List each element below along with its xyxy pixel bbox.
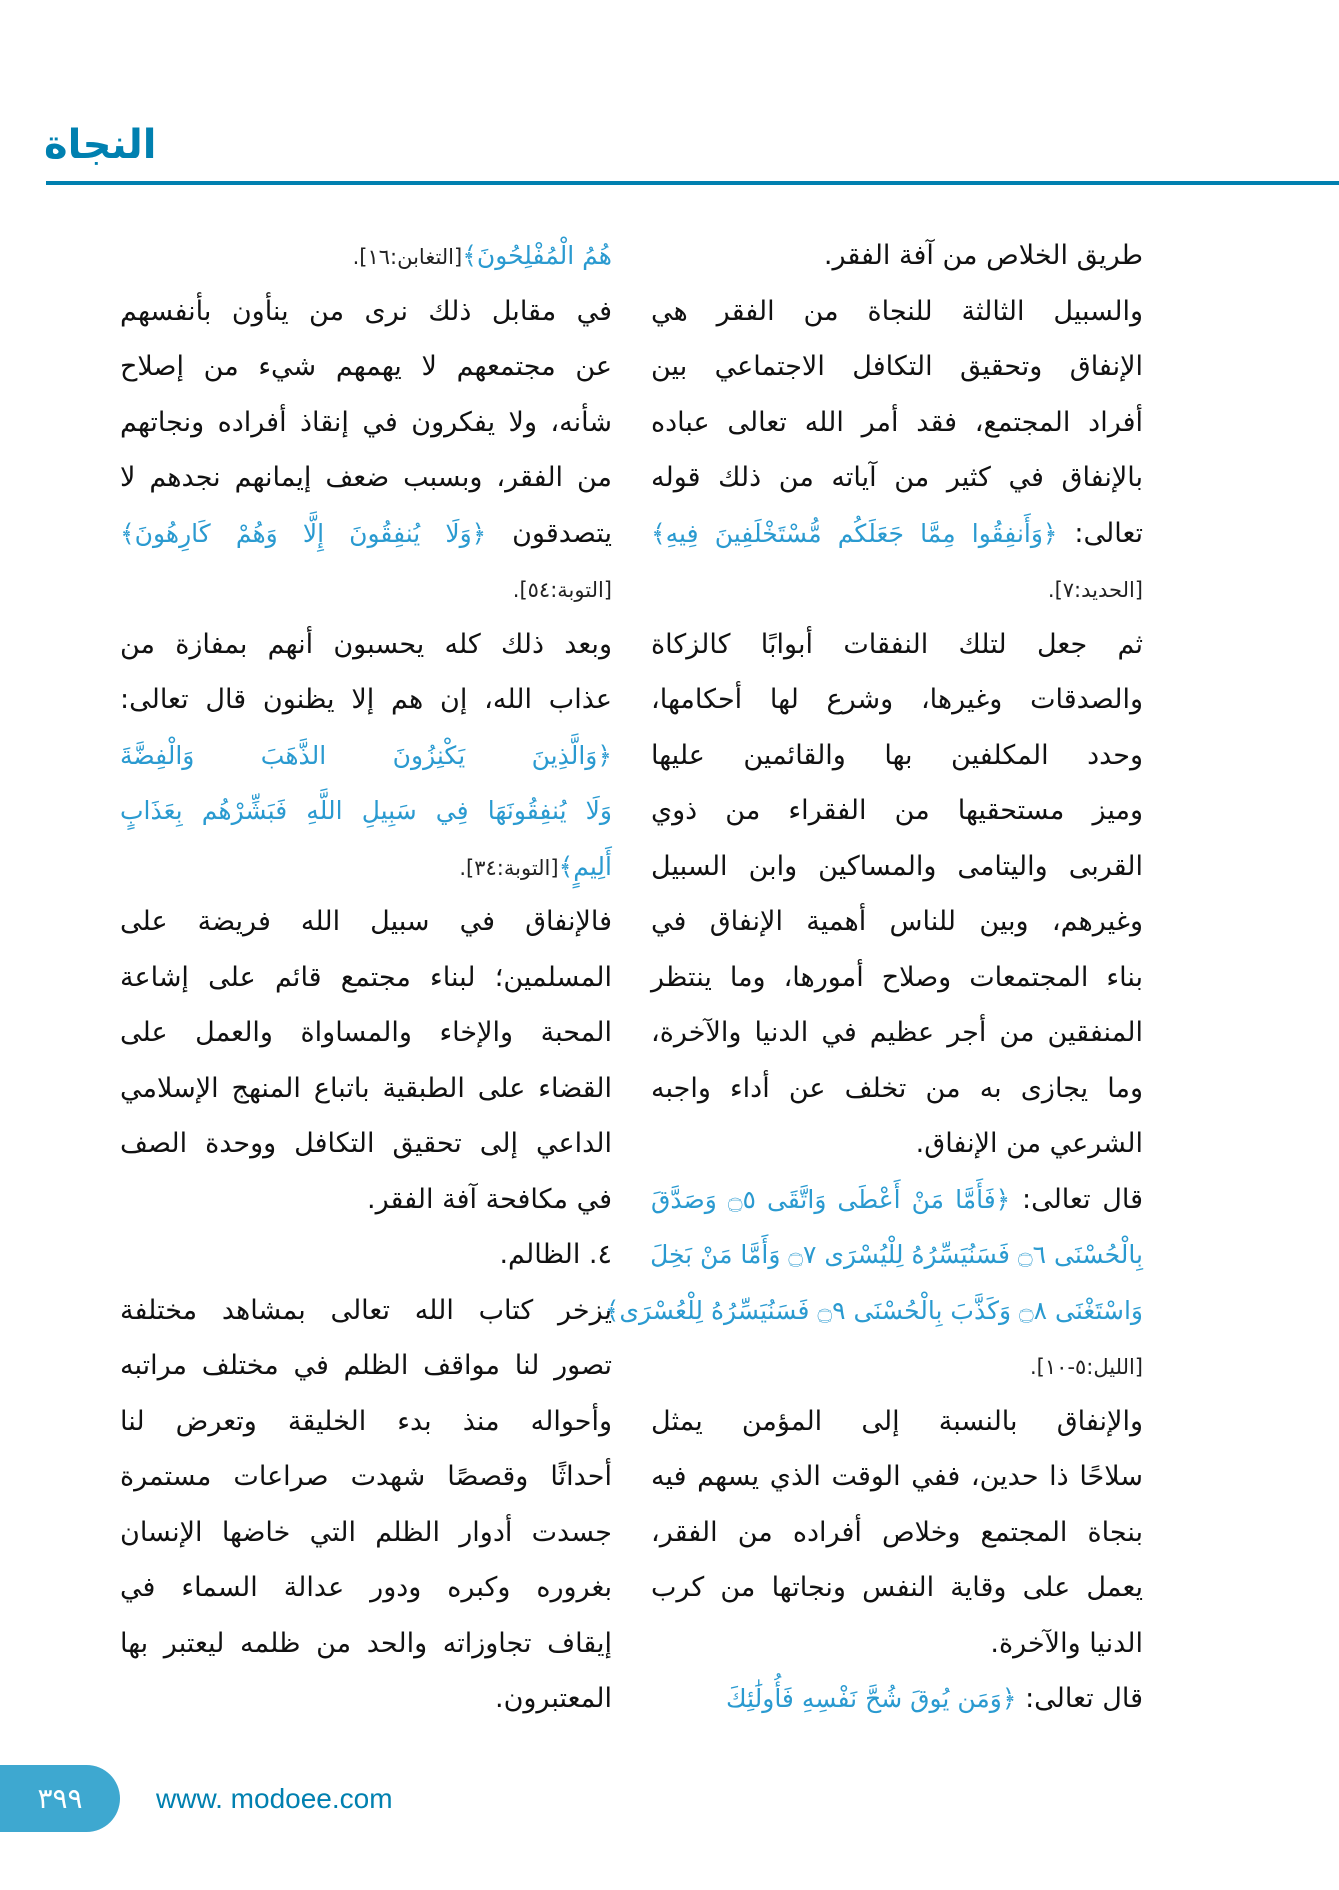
text-line bbox=[651, 672, 1143, 728]
website-link[interactable]: www. modoee.com bbox=[156, 1783, 393, 1814]
text-line bbox=[651, 284, 1143, 340]
body-text: ثم جعل لتلك النفقات أبوابًا كالزكاة bbox=[651, 628, 1143, 660]
text-line bbox=[120, 561, 612, 617]
text-line bbox=[651, 395, 1143, 451]
body-text: أفراد المجتمع، فقد أمر الله تعالى عباده bbox=[651, 406, 1143, 438]
text-line bbox=[651, 1671, 1143, 1727]
text-line bbox=[120, 1560, 612, 1616]
body-text: تصور لنا مواقف الظلم في مختلف مراتبه bbox=[120, 1350, 612, 1381]
body-text: وغيرهم، وبين للناس أهمية الإنفاق في bbox=[651, 906, 1143, 937]
text-line bbox=[120, 950, 612, 1006]
quran-verse: وَلَا يُنفِقُونَهَا فِي سَبِيلِ اللَّهِ فَبَشِّرْهُم بِعَذَابٍ bbox=[120, 796, 612, 825]
text-line bbox=[120, 506, 612, 562]
text-line bbox=[120, 783, 612, 839]
text-line bbox=[651, 450, 1143, 506]
body-text: المحبة والإخاء والمساواة والعمل على bbox=[120, 1017, 612, 1048]
text-line bbox=[651, 228, 1143, 284]
body-text: بالإنفاق في كثير من آياته من ذلك قوله bbox=[651, 462, 1143, 493]
text-line bbox=[651, 339, 1143, 395]
body-text: جسدت أدوار الظلم التي خاضها الإنسان bbox=[120, 1516, 612, 1548]
body-text: الداعي إلى تحقيق التكافل ووحدة الصف bbox=[120, 1128, 612, 1159]
body-text: يزخر كتاب الله تعالى بمشاهد مختلفة bbox=[120, 1294, 612, 1326]
text-line bbox=[120, 1061, 612, 1117]
body-text: الشرعي من الإنفاق. bbox=[915, 1128, 1143, 1159]
verse-reference: [التوبة:٥٤]. bbox=[512, 578, 612, 602]
body-text: شأنه، ولا يفكرون في إنقاذ أفراده ونجاتهم bbox=[120, 406, 612, 438]
text-line bbox=[120, 1283, 612, 1339]
text-line bbox=[651, 1394, 1143, 1450]
text-line bbox=[651, 728, 1143, 784]
quran-verse: ﴿وَلَا يُنفِقُونَ إِلَّا وَهُمْ كَارِهُونَ﴾ bbox=[120, 518, 487, 548]
verse-reference: [الحديد:٧]. bbox=[1047, 578, 1143, 602]
body-text: بغروره وكبره ودور عدالة السماء في bbox=[120, 1572, 612, 1603]
text-line bbox=[120, 1394, 612, 1450]
body-text: عن مجتمعهم لا يهمهم شيء من إصلاح bbox=[120, 351, 612, 382]
body-text: في مكافحة آفة الفقر. bbox=[367, 1183, 612, 1215]
text-line bbox=[120, 672, 612, 728]
text-line bbox=[120, 1227, 612, 1283]
header-divider bbox=[46, 181, 1339, 185]
body-text: والسبيل الثالثة للنجاة من الفقر هي bbox=[651, 295, 1143, 327]
text-line bbox=[120, 617, 612, 673]
left-column bbox=[120, 228, 612, 1727]
right-column bbox=[604, 228, 1143, 1727]
body-text: وبعد ذلك كله يحسبون أنهم بمفازة من bbox=[120, 628, 612, 660]
text-line bbox=[651, 506, 1143, 562]
body-text: القضاء على الطبقية باتباع المنهج الإسلامي bbox=[120, 1072, 612, 1104]
body-text: وميز مستحقيها من الفقراء من ذوي bbox=[651, 795, 1143, 826]
text-line bbox=[120, 839, 612, 895]
quran-verse: ﴿وَأَنفِقُوا مِمَّا جَعَلَكُم مُّسْتَخْلَفِينَ فِيهِ﴾ bbox=[651, 518, 1058, 548]
text-line bbox=[651, 1338, 1143, 1394]
text-line bbox=[651, 617, 1143, 673]
body-text: في مقابل ذلك نرى من ينأون بأنفسهم bbox=[120, 295, 612, 327]
body-text: وما يجازى به من تخلف عن أداء واجبه bbox=[651, 1072, 1143, 1104]
quran-verse: بِالْحُسْنَى ۝٦ فَسَنُيَسِّرُهُ لِلْيُسْرَى ۝٧ وَأَمَّا مَنْ بَخِلَ bbox=[650, 1240, 1143, 1269]
body-text: سلاحًا ذا حدين، ففي الوقت الذي يسهم فيه bbox=[651, 1461, 1143, 1492]
text-line bbox=[120, 728, 612, 784]
body-text: بنجاة المجتمع وخلاص أفراده من الفقر، bbox=[651, 1516, 1143, 1548]
body-text: والإنفاق بالنسبة إلى المؤمن يمثل bbox=[651, 1405, 1143, 1437]
body-text: من الفقر، وبسبب ضعف إيمانهم نجدهم لا bbox=[120, 462, 612, 493]
text-line bbox=[120, 1505, 612, 1561]
body-text: فالإنفاق في سبيل الله فريضة على bbox=[120, 906, 612, 937]
text-line bbox=[120, 1005, 612, 1061]
quran-verse: ﴿فَأَمَّا مَنْ أَعْطَى وَاتَّقَى ۝٥ وَصَدَّقَ bbox=[651, 1184, 1011, 1214]
text-line bbox=[120, 1172, 612, 1228]
quran-verse: ﴿وَالَّذِينَ يَكْنِزُونَ الذَّهَبَ وَالْفِضَّةَ bbox=[120, 740, 612, 770]
text-line bbox=[651, 1616, 1143, 1672]
quran-verse: أَلِيمٍ﴾ bbox=[558, 851, 612, 881]
text-line bbox=[651, 1449, 1143, 1505]
text-line bbox=[120, 1449, 612, 1505]
body-text: تعالى: bbox=[1057, 517, 1143, 549]
text-line bbox=[120, 228, 612, 284]
body-text: القربى واليتامى والمساكين وابن السبيل bbox=[651, 850, 1143, 882]
body-text: قال تعالى: bbox=[1016, 1683, 1143, 1714]
body-text: إيقاف تجاوزاته والحد من ظلمه ليعتبر بها bbox=[120, 1627, 612, 1659]
text-line bbox=[120, 284, 612, 340]
text-line bbox=[651, 1061, 1143, 1117]
body-text: أحداثًا وقصصًا شهدت صراعات مستمرة bbox=[120, 1461, 612, 1492]
text-line bbox=[120, 1338, 612, 1394]
body-text: الدنيا والآخرة. bbox=[990, 1627, 1143, 1659]
text-line bbox=[651, 1116, 1143, 1172]
verse-reference: [الليل:٥-١٠]. bbox=[1030, 1355, 1143, 1379]
text-line bbox=[120, 339, 612, 395]
text-line bbox=[120, 395, 612, 451]
text-line bbox=[120, 1671, 612, 1727]
quran-verse: وَاسْتَغْنَى ۝٨ وَكَذَّبَ بِالْحُسْنَى ۝٩ فَسَنُيَسِّرُهُ لِلْعُسْرَى﴾ bbox=[604, 1295, 1143, 1325]
chapter-title: النجاة bbox=[44, 122, 157, 168]
body-text: الإنفاق وتحقيق التكافل الاجتماعي بين bbox=[651, 351, 1143, 382]
body-text: وأحواله منذ بدء الخليقة وتعرض لنا bbox=[120, 1405, 612, 1437]
text-line bbox=[651, 1560, 1143, 1616]
body-text: وحدد المكلفين بها والقائمين عليها bbox=[651, 739, 1143, 771]
body-text: يتصدقون bbox=[486, 517, 612, 549]
page-number-badge: ٣٩٩ bbox=[0, 1765, 120, 1832]
quran-verse: هُمُ الْمُفْلِحُونَ﴾ bbox=[462, 241, 612, 270]
verse-reference: [التغابن:١٦]. bbox=[352, 245, 463, 269]
verse-reference: [التوبة:٣٤]. bbox=[459, 855, 559, 880]
body-text: طريق الخلاص من آفة الفقر. bbox=[823, 240, 1143, 271]
body-text: المعتبرون. bbox=[494, 1683, 612, 1714]
text-line bbox=[120, 1616, 612, 1672]
text-line bbox=[120, 1116, 612, 1172]
text-line bbox=[120, 894, 612, 950]
text-line bbox=[651, 1227, 1143, 1283]
body-text: والصدقات وغيرها، وشرع لها أحكامها، bbox=[651, 684, 1143, 715]
text-line bbox=[651, 950, 1143, 1006]
text-line bbox=[651, 1505, 1143, 1561]
body-text: يعمل على وقاية النفس ونجاتها من كرب bbox=[651, 1572, 1143, 1603]
quran-verse: ﴿وَمَن يُوقَ شُحَّ نَفْسِهِ فَأُولَٰئِكَ bbox=[726, 1684, 1017, 1713]
text-line bbox=[604, 1283, 1143, 1339]
text-line bbox=[651, 783, 1143, 839]
body-text: ٤. الظالم. bbox=[499, 1239, 612, 1270]
body-text: عذاب الله، إن هم إلا يظنون قال تعالى: bbox=[120, 684, 612, 715]
body-text: بناء المجتمعات وصلاح أمورها، وما ينتظر bbox=[651, 961, 1143, 993]
body-text: المنفقين من أجر عظيم في الدنيا والآخرة، bbox=[651, 1017, 1143, 1048]
body-text: قال تعالى: bbox=[1010, 1183, 1143, 1215]
body-text: المسلمين؛ لبناء مجتمع قائم على إشاعة bbox=[120, 961, 612, 993]
text-line bbox=[651, 1172, 1143, 1228]
text-line bbox=[651, 561, 1143, 617]
text-line bbox=[651, 894, 1143, 950]
text-line bbox=[651, 1005, 1143, 1061]
text-line bbox=[120, 450, 612, 506]
text-line bbox=[651, 839, 1143, 895]
